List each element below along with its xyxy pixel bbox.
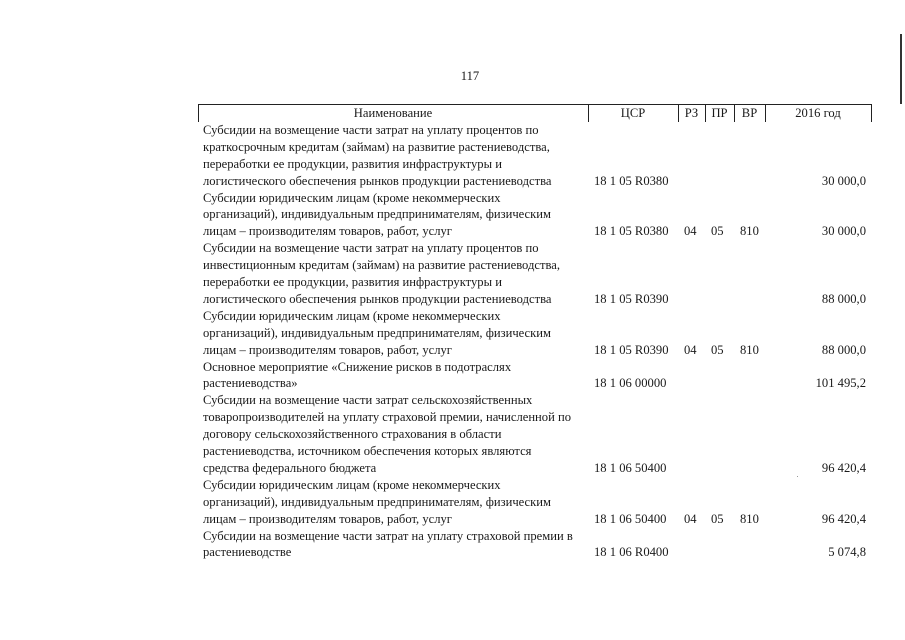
scan-speck [797,476,798,477]
row-csr: 18 1 06 00000 [594,376,667,391]
header-name: Наименование [353,106,433,120]
row-name-line: Субсидии на возмещение части затрат на уплату страховой премии в [203,528,573,543]
row-csr: 18 1 05 R0390 [594,342,669,357]
row-amount: 5 074,8 [828,545,866,560]
row-name-line: логистического обеспечения рынков продукции растениеводства [203,173,552,188]
header-rz: РЗ [684,106,699,120]
row-rz: 04 [684,511,697,526]
row-name-line: лицам – производителям товаров, работ, услуг [203,224,452,239]
header-divider [871,104,872,122]
row-name-line: лицам – производителям товаров, работ, услуг [203,511,452,526]
table-row [0,392,905,477]
row-csr: 18 1 05 R0390 [594,291,669,306]
row-amount: 30 000,0 [821,173,866,188]
scan-edge-mark [900,34,902,104]
row-name-line: Субсидии юридическим лицам (кроме некоммерческих [203,477,501,492]
row-name-line: растениеводства» [203,376,298,391]
row-name-line: Основное мероприятие «Снижение рисков в подотраслях [203,359,512,374]
row-name-line: переработки ее продукции, развития инфраструктуры и [203,156,502,171]
row-csr: 18 1 06 50400 [594,460,667,475]
table-row [0,528,905,562]
row-name-line: организаций), индивидуальным предпринимателям, физическим [203,325,551,340]
row-csr: 18 1 06 50400 [594,511,667,526]
row-amount: 101 495,2 [815,376,866,391]
header-year: 2016 год [795,106,841,120]
row-name-line: организаций), индивидуальным предпринимателям, физическим [203,207,551,222]
row-name-line: лицам – производителям товаров, работ, услуг [203,342,452,357]
table-row [0,122,905,190]
row-name-line: Субсидии на возмещение части затрат сельскохозяйственных [203,393,533,408]
row-name-line: растениеводстве [203,545,292,560]
table-row [0,240,905,308]
row-rz: 04 [684,224,697,239]
row-vr: 810 [740,511,759,526]
row-name-line: логистического обеспечения рынков продукции растениеводства [203,291,552,306]
row-name-line: организаций), индивидуальным предпринимателям, физическим [203,494,551,509]
row-amount: 30 000,0 [821,224,866,239]
row-name-line: Субсидии юридическим лицам (кроме некоммерческих [203,308,501,323]
row-amount: 88 000,0 [821,342,866,357]
header-vr: ВР [741,106,758,120]
row-vr: 810 [740,224,759,239]
row-name-line: Субсидии юридическим лицам (кроме некоммерческих [203,190,501,205]
row-name-line: инвестиционным кредитам (займам) на развитие растениеводства, [203,258,561,273]
row-csr: 18 1 05 R0380 [594,224,669,239]
page-number: 117 [460,69,480,83]
table-row [0,308,905,359]
table-row [0,190,905,241]
table-row [0,477,905,528]
row-name-line: договору сельскохозяйственного страхования в области [203,427,502,442]
row-name-line: переработки ее продукции, развития инфраструктуры и [203,275,502,290]
header-pr: ПР [711,106,728,120]
row-name-line: Субсидии на возмещение части затрат на уплату процентов по [203,123,539,137]
row-name-line: Субсидии на возмещение части затрат на уплату процентов по [203,241,539,256]
row-amount: 88 000,0 [821,291,866,306]
row-amount: 96 420,4 [821,460,866,475]
row-vr: 810 [740,342,759,357]
row-csr: 18 1 06 R0400 [594,545,669,560]
row-name-line: средства федерального бюджета [203,460,377,475]
row-rz: 04 [684,342,697,357]
row-name-line: товаропроизводителей на уплату страховой премии, начисленной по [203,410,572,425]
row-csr: 18 1 05 R0380 [594,173,669,188]
row-pr: 05 [711,342,724,357]
row-name-line: растениеводства, источником обеспечения которых являются [203,444,532,459]
table-row [0,359,905,393]
row-pr: 05 [711,224,724,239]
row-pr: 05 [711,511,724,526]
row-name-line: краткосрочным кредитам (займам) на развитие растениеводства, [203,139,550,154]
header-csr: ЦСР [620,106,646,120]
row-amount: 96 420,4 [821,511,866,526]
